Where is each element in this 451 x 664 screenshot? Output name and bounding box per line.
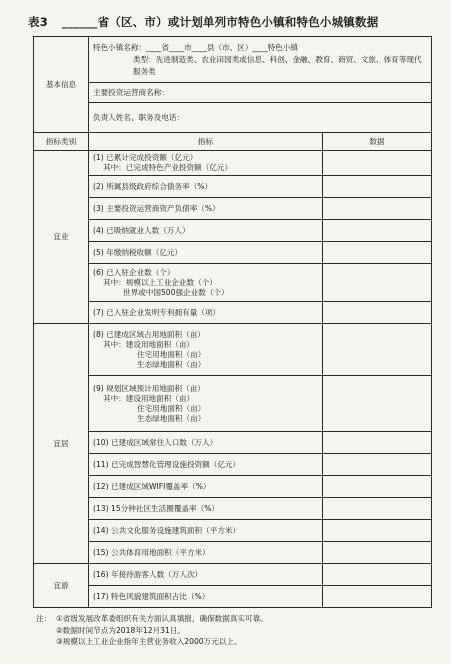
town-name-field[interactable]: 特色小镇名称：____省____市____县（市、区）____特色小镇 bbox=[93, 42, 299, 52]
table-row bbox=[34, 476, 432, 498]
table-row bbox=[34, 432, 432, 454]
indicator-6b: 世界或中国500强企业数（个） bbox=[123, 287, 229, 297]
indicator-6: (6) 已入驻企业数（个） bbox=[93, 267, 175, 277]
indicator-6a: 其中：规模以上工业企业数（个） bbox=[103, 277, 217, 287]
table-row bbox=[34, 198, 432, 220]
note-2: ②数据时间节点为2018年12月31日。 bbox=[56, 625, 185, 635]
indicator-14: (14) 公共文化服务设施建筑面积（平方米） bbox=[89, 520, 323, 542]
table-row bbox=[34, 37, 432, 83]
data-cell[interactable] bbox=[323, 520, 432, 542]
table-row bbox=[34, 542, 432, 564]
indicator-cell bbox=[89, 264, 323, 302]
indicator-3: (3) 主要投资运营商资产负债率（%） bbox=[89, 198, 323, 220]
data-cell[interactable] bbox=[323, 151, 432, 176]
indicator-7: (7) 已入驻企业发明专利拥有量（项） bbox=[89, 302, 323, 324]
table-row bbox=[34, 324, 432, 376]
table-number: 表3 bbox=[28, 15, 48, 29]
indicator-9c: 生态绿地面积（亩） bbox=[137, 413, 206, 423]
header-row bbox=[34, 133, 432, 151]
indicator-15: (15) 公共体育用地面积（平方米） bbox=[89, 542, 323, 564]
table-row bbox=[34, 220, 432, 242]
indicator-10: (10) 已建成区域常住人口数（万人） bbox=[89, 432, 323, 454]
table-row bbox=[34, 498, 432, 520]
town-type-field: 类型：先进制造类、农业田园类或信息、科创、金融、教育、商贸、文旅、体育等现代服务类 bbox=[133, 54, 422, 76]
table-row bbox=[34, 376, 432, 432]
indicator-11: (11) 已完成智慧化管理设施投资额（亿元） bbox=[89, 454, 323, 476]
category-basic-info: 基本信息 bbox=[34, 37, 89, 133]
indicator-16: (16) 年接待游客人数（万人次） bbox=[89, 564, 323, 586]
indicator-9b: 住宅用地面积（亩） bbox=[137, 403, 206, 413]
indicator-8a: 其中：建设用地面积（亩） bbox=[103, 339, 195, 349]
data-cell[interactable] bbox=[323, 476, 432, 498]
indicator-1a: 其中：已完成特色产业投资额（亿元） bbox=[103, 163, 233, 172]
title-text: 省（区、市）或计划单列市特色小镇和特色小城镇数据 bbox=[97, 15, 379, 29]
category-yiju: 宜居 bbox=[34, 324, 89, 564]
table-row bbox=[34, 586, 432, 608]
table-row bbox=[34, 242, 432, 264]
data-cell[interactable] bbox=[323, 564, 432, 586]
data-cell[interactable] bbox=[323, 376, 432, 432]
indicator-8c: 生态绿地面积（亩） bbox=[137, 359, 206, 369]
table-row bbox=[34, 151, 432, 176]
table-row bbox=[34, 103, 432, 133]
data-cell[interactable] bbox=[323, 542, 432, 564]
data-cell[interactable] bbox=[323, 220, 432, 242]
indicator-cell bbox=[89, 151, 323, 176]
data-cell[interactable] bbox=[323, 176, 432, 198]
data-cell[interactable] bbox=[323, 198, 432, 220]
data-cell[interactable] bbox=[323, 454, 432, 476]
contact-field[interactable]: 负责人姓名、职务及电话： bbox=[89, 103, 432, 133]
footnotes bbox=[36, 613, 431, 648]
table-row bbox=[34, 176, 432, 198]
indicator-9: (9) 规划区域预计用地面积（亩） bbox=[93, 383, 205, 393]
data-cell[interactable] bbox=[323, 498, 432, 520]
indicator-9a: 其中：建设用地面积（亩） bbox=[103, 393, 195, 403]
header-indicator: 指标 bbox=[89, 133, 323, 151]
indicator-cell bbox=[89, 324, 323, 376]
table-row bbox=[34, 264, 432, 302]
table-row bbox=[34, 564, 432, 586]
indicator-5: (5) 年缴纳税收额（亿元） bbox=[89, 242, 323, 264]
table-row bbox=[34, 83, 432, 103]
data-cell[interactable] bbox=[323, 324, 432, 376]
note-1: ①省级发展改革委组织有关方面认真填报，确保数据真实可靠。 bbox=[56, 614, 268, 623]
indicator-12: (12) 已建成区域WIFI覆盖率（%） bbox=[89, 476, 323, 498]
header-category: 指标类别 bbox=[34, 133, 89, 151]
indicator-2: (2) 所属县级政府综合债务率（%） bbox=[89, 176, 323, 198]
indicator-cell bbox=[89, 376, 323, 432]
data-cell[interactable] bbox=[323, 264, 432, 302]
indicator-8b: 住宅用地面积（亩） bbox=[137, 349, 206, 359]
title-blank: ______ bbox=[61, 15, 98, 29]
data-cell[interactable] bbox=[323, 302, 432, 324]
notes-label: 注： bbox=[36, 614, 52, 623]
note-1-line bbox=[36, 613, 431, 625]
table-row bbox=[34, 454, 432, 476]
table-title bbox=[28, 14, 438, 30]
data-table bbox=[33, 36, 432, 608]
indicator-1: (1) 已累计完成投资额（亿元） bbox=[93, 153, 198, 162]
table-row bbox=[34, 302, 432, 324]
indicator-17: (17) 特色风貌建筑面积占比（%） bbox=[89, 586, 323, 608]
header-data: 数据 bbox=[323, 133, 432, 151]
indicator-13: (13) 15分钟社区生活圈覆盖率（%） bbox=[89, 498, 323, 520]
category-yiyou: 宜游 bbox=[34, 564, 89, 608]
data-cell[interactable] bbox=[323, 242, 432, 264]
data-cell[interactable] bbox=[323, 586, 432, 608]
category-yiye: 宜业 bbox=[34, 151, 89, 324]
town-info-cell bbox=[89, 37, 432, 83]
note-3: ③规模以上工业企业指年主营业务收入2000万元以上。 bbox=[56, 637, 242, 646]
data-cell[interactable] bbox=[323, 432, 432, 454]
indicator-8: (8) 已建成区域占用地面积（亩） bbox=[93, 329, 205, 339]
investor-field[interactable]: 主要投资运营商名称： bbox=[89, 83, 432, 103]
indicator-4: (4) 已吸纳就业人数（万人） bbox=[89, 220, 323, 242]
table-row bbox=[34, 520, 432, 542]
